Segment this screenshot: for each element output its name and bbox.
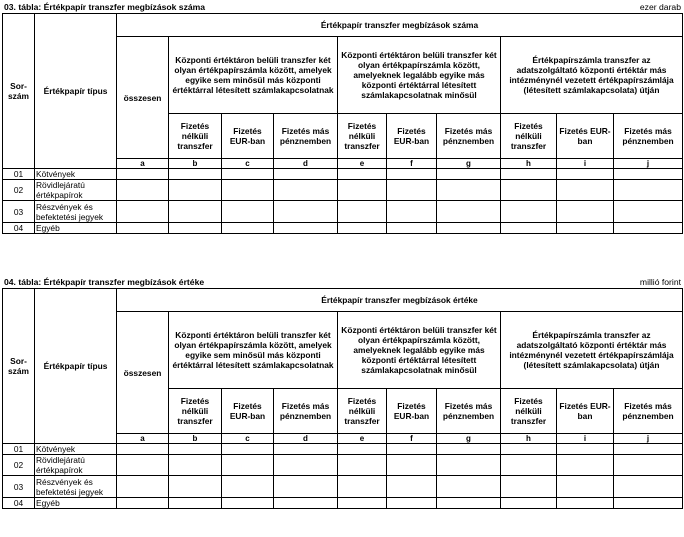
data-cell[interactable]: [274, 180, 338, 201]
data-cell[interactable]: [614, 223, 683, 234]
row-label: Egyéb: [35, 498, 117, 509]
col-letter: i: [557, 434, 614, 444]
data-cell[interactable]: [501, 498, 557, 509]
data-cell[interactable]: [117, 169, 169, 180]
data-cell[interactable]: [222, 180, 274, 201]
data-cell[interactable]: [117, 201, 169, 223]
data-cell[interactable]: [169, 201, 222, 223]
col-letter: b: [169, 434, 222, 444]
col-sub-mas-penznem: Fizetés más pénznemben: [614, 389, 683, 434]
data-cell[interactable]: [557, 476, 614, 498]
col-letter: h: [501, 159, 557, 169]
data-cell[interactable]: [387, 455, 437, 476]
row-code: 02: [3, 455, 35, 476]
row-code: 03: [3, 476, 35, 498]
data-cell[interactable]: [557, 223, 614, 234]
data-cell[interactable]: [614, 180, 683, 201]
data-cell[interactable]: [614, 201, 683, 223]
row-code: 03: [3, 201, 35, 223]
data-cell[interactable]: [222, 444, 274, 455]
table-03-header: Értékpapír transzfer megbízások száma: [117, 14, 683, 37]
col-group-2: Központi értéktáron belüli transzfer két olyan értékpapírszámla között, amelyeknek legalább egyike más központi értéktárral létesített számlakapcsolatnak minősül: [338, 37, 501, 114]
col-letter: f: [387, 434, 437, 444]
data-cell[interactable]: [274, 223, 338, 234]
row-code: 04: [3, 498, 35, 509]
data-cell[interactable]: [169, 498, 222, 509]
data-cell[interactable]: [437, 223, 501, 234]
table-04-unit: millió forint: [639, 277, 681, 287]
data-cell[interactable]: [338, 180, 387, 201]
data-cell[interactable]: [169, 169, 222, 180]
col-sub-fizetes-nelkuli: Fizetés nélküli transzfer: [338, 389, 387, 434]
col-letter: f: [387, 159, 437, 169]
data-cell[interactable]: [222, 201, 274, 223]
col-sub-eur: Fizetés EUR-ban: [222, 114, 274, 159]
row-label: Részvények és befektetési jegyek: [35, 476, 117, 498]
col-letter: d: [274, 159, 338, 169]
data-cell[interactable]: [169, 476, 222, 498]
data-cell[interactable]: [117, 476, 169, 498]
col-sub-mas-penznem: Fizetés más pénznemben: [614, 114, 683, 159]
data-cell[interactable]: [169, 223, 222, 234]
data-cell[interactable]: [274, 201, 338, 223]
col-sub-fizetes-nelkuli: Fizetés nélküli transzfer: [169, 389, 222, 434]
table-row: [3, 444, 683, 455]
data-cell[interactable]: [614, 455, 683, 476]
col-letter: b: [169, 159, 222, 169]
data-cell[interactable]: [338, 476, 387, 498]
data-cell[interactable]: [387, 476, 437, 498]
data-cell[interactable]: [169, 180, 222, 201]
col-group-2: Központi értéktáron belüli transzfer két olyan értékpapírszámla között, amelyeknek legalább egyike más központi értéktárral létesített számlakapcsolatnak minősül: [338, 312, 501, 389]
data-cell[interactable]: [501, 455, 557, 476]
table-04: [2, 288, 683, 509]
row-label: Részvények és befektetési jegyek: [35, 201, 117, 223]
table-04-title: 04. tábla: Értékpapír transzfer megbízások értéke: [4, 277, 205, 287]
col-sub-fizetes-nelkuli: Fizetés nélküli transzfer: [501, 114, 557, 159]
col-group-1: Központi értéktáron belüli transzfer két olyan értékpapírszámla között, amelyek egyike sem minősül más központi értéktárral létesített számlakapcsolatnak: [169, 312, 338, 389]
data-cell[interactable]: [338, 223, 387, 234]
table-04-header: Értékpapír transzfer megbízások értéke: [117, 289, 683, 312]
col-letter: e: [338, 434, 387, 444]
data-cell[interactable]: [437, 455, 501, 476]
col-letter: j: [614, 434, 683, 444]
data-cell[interactable]: [387, 180, 437, 201]
data-cell[interactable]: [437, 476, 501, 498]
col-sub-eur: Fizetés EUR-ban: [387, 389, 437, 434]
row-label: Egyéb: [35, 223, 117, 234]
row-code: 02: [3, 180, 35, 201]
data-cell[interactable]: [614, 444, 683, 455]
data-cell[interactable]: [338, 498, 387, 509]
data-cell[interactable]: [338, 444, 387, 455]
data-cell[interactable]: [501, 180, 557, 201]
col-letter: e: [338, 159, 387, 169]
data-cell[interactable]: [222, 498, 274, 509]
data-cell[interactable]: [338, 455, 387, 476]
data-cell[interactable]: [557, 169, 614, 180]
data-cell[interactable]: [274, 455, 338, 476]
data-cell[interactable]: [274, 169, 338, 180]
table-row: [3, 498, 683, 509]
data-cell[interactable]: [557, 180, 614, 201]
data-cell[interactable]: [501, 169, 557, 180]
data-cell[interactable]: [222, 455, 274, 476]
col-group-3: Értékpapírszámla transzfer az adatszolgáltató központi értéktár más intézménynél vezetett értékpapírszámlája (létesített számlakapcsolata) útján: [501, 37, 683, 114]
col-group-3: Értékpapírszámla transzfer az adatszolgáltató központi értéktár más intézménynél vezetett értékpapírszámlája (létesített számlakapcsolata) útján: [501, 312, 683, 389]
col-letter: c: [222, 434, 274, 444]
col-letter: d: [274, 434, 338, 444]
data-cell[interactable]: [557, 498, 614, 509]
col-header-tipus: Értékpapír típus: [35, 289, 117, 444]
col-header-sorszam: Sor-szám: [3, 289, 35, 444]
table-row: [3, 180, 683, 201]
col-sub-mas-penznem: Fizetés más pénznemben: [274, 114, 338, 159]
data-cell[interactable]: [501, 201, 557, 223]
col-letter: c: [222, 159, 274, 169]
col-header-osszesen: összesen: [117, 37, 169, 159]
table-03: [2, 13, 683, 234]
col-sub-eur: Fizetés EUR-ban: [222, 389, 274, 434]
data-cell[interactable]: [117, 455, 169, 476]
row-code: 04: [3, 223, 35, 234]
data-cell[interactable]: [614, 476, 683, 498]
data-cell[interactable]: [501, 476, 557, 498]
table-row: [3, 223, 683, 234]
data-cell[interactable]: [614, 169, 683, 180]
data-cell[interactable]: [274, 476, 338, 498]
data-cell[interactable]: [557, 444, 614, 455]
data-cell[interactable]: [117, 223, 169, 234]
data-cell[interactable]: [387, 498, 437, 509]
data-cell[interactable]: [437, 180, 501, 201]
col-sub-eur: Fizetés EUR-ban: [387, 114, 437, 159]
row-code: 01: [3, 169, 35, 180]
col-sub-fizetes-nelkuli: Fizetés nélküli transzfer: [169, 114, 222, 159]
table-03-unit: ezer darab: [639, 2, 681, 12]
col-header-tipus: Értékpapír típus: [35, 14, 117, 169]
data-cell[interactable]: [274, 444, 338, 455]
row-code: 01: [3, 444, 35, 455]
col-sub-mas-penznem: Fizetés más pénznemben: [437, 389, 501, 434]
col-header-sorszam: Sor-szám: [3, 14, 35, 169]
data-cell[interactable]: [387, 201, 437, 223]
col-sub-eur: Fizetés EUR-ban: [557, 114, 614, 159]
table-03-title: 03. tábla: Értékpapír transzfer megbízások száma: [4, 2, 206, 12]
col-letter: a: [117, 159, 169, 169]
data-cell[interactable]: [274, 498, 338, 509]
data-cell[interactable]: [387, 223, 437, 234]
data-cell[interactable]: [387, 169, 437, 180]
col-sub-fizetes-nelkuli: Fizetés nélküli transzfer: [501, 389, 557, 434]
data-cell[interactable]: [117, 444, 169, 455]
row-label: Kötvények: [35, 169, 117, 180]
data-cell[interactable]: [222, 169, 274, 180]
data-cell[interactable]: [437, 201, 501, 223]
col-letter: i: [557, 159, 614, 169]
table-04-caption: [4, 276, 681, 288]
row-label: Rövidlejáratú értékpapírok: [35, 455, 117, 476]
data-cell[interactable]: [501, 223, 557, 234]
table-03-caption: [4, 1, 681, 13]
row-label: Rövidlejáratú értékpapírok: [35, 180, 117, 201]
col-sub-eur: Fizetés EUR-ban: [557, 389, 614, 434]
data-cell[interactable]: [437, 498, 501, 509]
table-row: [3, 169, 683, 180]
col-letter: a: [117, 434, 169, 444]
col-sub-fizetes-nelkuli: Fizetés nélküli transzfer: [338, 114, 387, 159]
data-cell[interactable]: [501, 444, 557, 455]
data-cell[interactable]: [437, 444, 501, 455]
col-letter: h: [501, 434, 557, 444]
data-cell[interactable]: [222, 476, 274, 498]
col-letter: g: [437, 434, 501, 444]
data-cell[interactable]: [117, 180, 169, 201]
data-cell[interactable]: [117, 498, 169, 509]
col-header-osszesen: összesen: [117, 312, 169, 434]
col-sub-mas-penznem: Fizetés más pénznemben: [274, 389, 338, 434]
data-cell[interactable]: [557, 201, 614, 223]
data-cell[interactable]: [387, 444, 437, 455]
data-cell[interactable]: [557, 455, 614, 476]
data-cell[interactable]: [169, 455, 222, 476]
table-row: [3, 201, 683, 223]
table-row: [3, 476, 683, 498]
data-cell[interactable]: [222, 223, 274, 234]
data-cell[interactable]: [338, 201, 387, 223]
data-cell[interactable]: [169, 444, 222, 455]
data-cell[interactable]: [614, 498, 683, 509]
col-sub-mas-penznem: Fizetés más pénznemben: [437, 114, 501, 159]
data-cell[interactable]: [338, 169, 387, 180]
col-letter: j: [614, 159, 683, 169]
row-label: Kötvények: [35, 444, 117, 455]
col-group-1: Központi értéktáron belüli transzfer két olyan értékpapírszámla között, amelyek egyike sem minősül más központi értéktárral létesített számlakapcsolatnak: [169, 37, 338, 114]
table-row: [3, 455, 683, 476]
data-cell[interactable]: [437, 169, 501, 180]
col-letter: g: [437, 159, 501, 169]
